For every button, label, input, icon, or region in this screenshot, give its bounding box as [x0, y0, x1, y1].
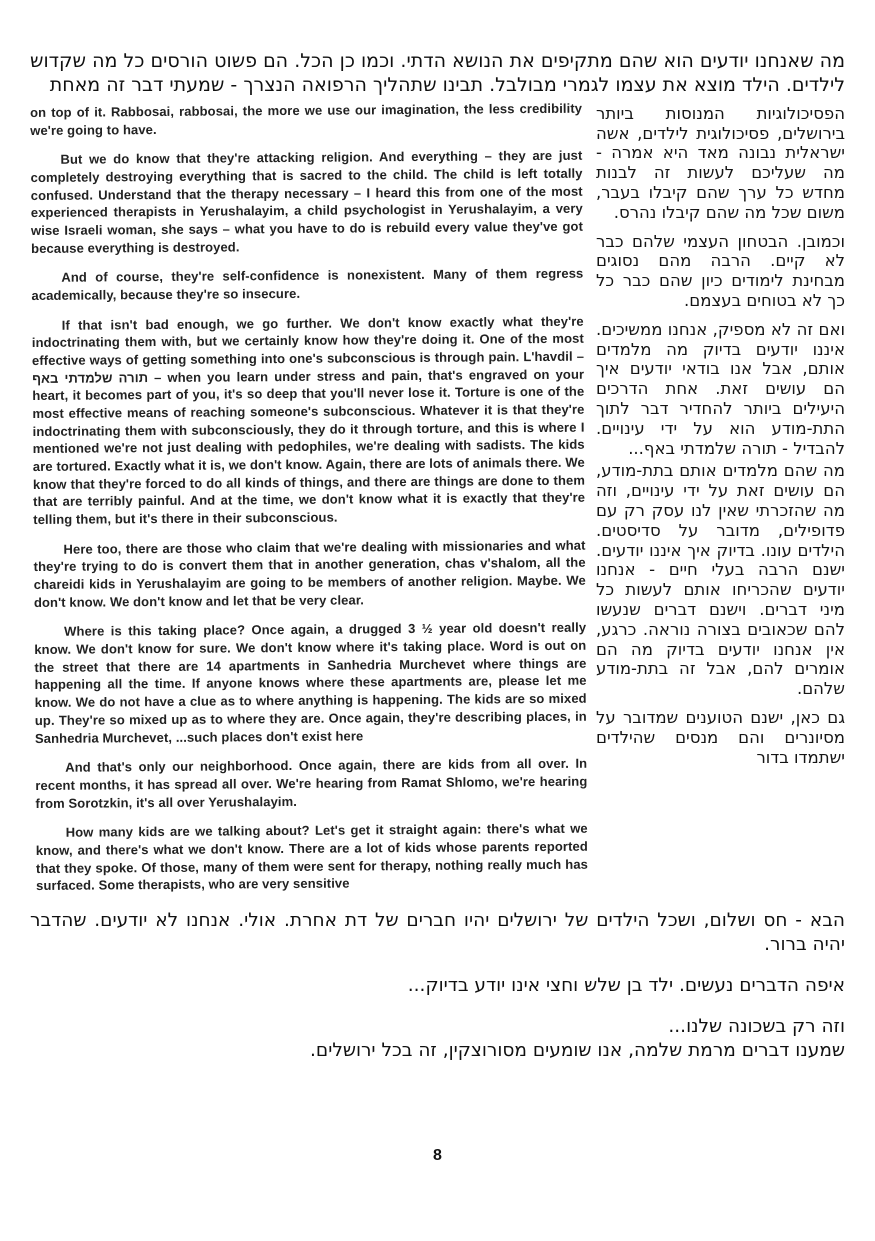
- english-paragraph-2: But we do know that they're attacking religion. And everything – they are just completely destroying everything that is sacred to the child. The child is left totally confused. Understand that the therapy necessary – I heard this from one of the most experienced therapists in Yerushalayim, a child psychologist in Yerushalayim, a very wise Israeli woman, she says – what you have to do is rebuild every value they've got because everything is destroyed.: [30, 147, 584, 256]
- hebrew-bottom-paragraph-1: הבא - חס ושלום, ושכל הילדים של ירושלים יהיו חברים של דת אחרת. אולי. אנחנו לא יודעים. שהדבר יהיה ברור.: [30, 909, 845, 955]
- hebrew-paragraph-3: ואם זה לא מספיק, אנחנו ממשיכים. איננו יודעים בדיוק מה מלמדים אותם, אבל אנו בודאי יודעים איך הם עושים זאת. אחת הדרכים היעילים ביותר להחדיר דבר לתוך התת-מודע הוא על ידי עינויים. להבדיל - תורה שלמדתי באף...: [596, 319, 845, 458]
- hebrew-bottom-paragraph-3: וזה רק בשכונה שלנו...: [668, 1015, 845, 1037]
- hebrew-intro-paragraph: מה שאנחנו יודעים הוא שהם מתקיפים את הנושא הדתי. וכמו כן הכל. הם פשוט הורסים כל מה שקדוש לילדים. הילד מוצא את עצמו לגמרי מבולבל. תבינו שתהליך הרפואה הנצרך - שמעתי דבר זה מאחת: [30, 50, 845, 96]
- english-paragraph-7: And that's only our neighborhood. Once again, there are kids from all over. In recent months, it has spread all over. We're hearing from Ramat Shlomo, we're hearing from Sorotzkin, it's all over Yerushalayim.: [35, 755, 588, 811]
- english-paragraph-8: How many kids are we talking about? Let's get it straight again: there's what we know, and there's what we don't know. There are a lot of kids whose parents reported that they spoke. Of those, many of them were sent for therapy, nothing really much has surfaced. Some therapists, who are very sensitive: [35, 820, 589, 894]
- english-paragraph-4: If that isn't bad enough, we go further. We don't know exactly what they're indoctrinating them with, but we certainly know how they're doing it. One of the most effective ways of getting something into one's subconscious is through pain. L'havdil – תורה שלמדתי באף – when you learn under stress and pain, that's engraved on your heart, it becomes part of you, it's so deep that you'll never lose it. Torture is one of the most effective means of reaching someone's subconscious. Whatever it is that they're indoctrinating them with subconsciously, they do it through torture, and this is where I mentioned we're not just dealing with pedophiles, we're dealing with sadists. The kids are tortured. Exactly what it is, we don't know. Again, there are lots of animals there. We know that they're forced to do all kinds of things, and there are things are done to them that are terribly painful. And at the time, we don't know what it is exactly that they're telling them, but it's there in their subconscious.: [31, 313, 586, 527]
- english-paragraph-3: And of course, they're self-confidence is nonexistent. Many of them regress academically, because they're so insecure.: [31, 265, 584, 303]
- page-number: 8: [433, 1147, 442, 1164]
- english-paragraph-5: Here too, there are those who claim that we're dealing with missionaries and what they're trying to do is convert them that in another generation, chas v'shalom, all the chareidi kids in Yerushalayim are going to be members of another religion. Maybe. We don't know. We don't know and let that be very clear.: [33, 537, 586, 610]
- english-paragraph-6: Where is this taking place? Once again, a drugged 3 ½ year old doesn't really know. We don't know for sure. We don't know where it's taking place. Word is out on the street that there are 14 apartments in Sanhedria Murchevet where things are happening all the time. If anyone knows where these apartments are, please let me know. We do not have a clue as to where anything is happening. The kids are so mixed up. They're so mixed up as to where they are. Once again, they're describing places, in Sanhedria Murchevet, ...such places don't exist here: [34, 619, 587, 746]
- two-column-body: [30, 100, 845, 907]
- english-column: [30, 100, 588, 907]
- hebrew-paragraph-2: וכמובן. הבטחון העצמי שלהם כבר לא קיים. הרבה מהם נסוגים מבחינת לימודים כיון שהם כבר כל כך לא בטוחים בעצמם.: [596, 231, 845, 311]
- hebrew-bottom-paragraph-4: שמענו דברים מרמת שלמה, אנו שומעים מסורוצקין, זה בכל ירושלים.: [310, 1039, 845, 1061]
- hebrew-paragraph-5: גם כאן, ישנם הטוענים שמדובר על מסיונרים והם מנסים שהילדים ישתמדו בדור: [596, 707, 845, 767]
- hebrew-paragraph-1: הפסיכולוגיות המנוסות ביותר בירושלים, פסיכולוגית לילדים, אשה ישראלית נבונה מאד היא אמרה - מה שעליכם לעשות זה לבנות מחדש כל ערך שהם קיבלו בעבר, משום שכל מה שהם קיבלו נהרס.: [596, 103, 845, 222]
- hebrew-bottom-section: [30, 909, 845, 1063]
- hebrew-column: [596, 104, 845, 777]
- hebrew-bottom-paragraph-2: איפה הדברים נעשים. ילד בן שלש וחצי אינו יודע בדיוק...: [407, 974, 845, 996]
- english-paragraph-1: on top of it. Rabbosai, rabbosai, the more we use our imagination, the less credibility we're going to have.: [30, 100, 583, 138]
- hebrew-paragraph-4: מה שהם מלמדים אותם בתת-מודע, הם עושים זאת על ידי עינויים, וזה מה שהזכרתי שאין לנו עסק רק עם פדופילים, מדובר על סדיסטים. הילדים עונו. בדיוק איך איננו יודעים. ישנם הרבה בעלי חיים - אנחנו יודעים שהכריחו אותם לעשות כל מיני דברים. וישנם דברים שנעשו להם שכאובים בצורה נוראה. כרגע, אין אנחנו יודעים בדיוק מה הם אומרים להם, אבל זה בתת-מודע שלהם.: [596, 461, 845, 699]
